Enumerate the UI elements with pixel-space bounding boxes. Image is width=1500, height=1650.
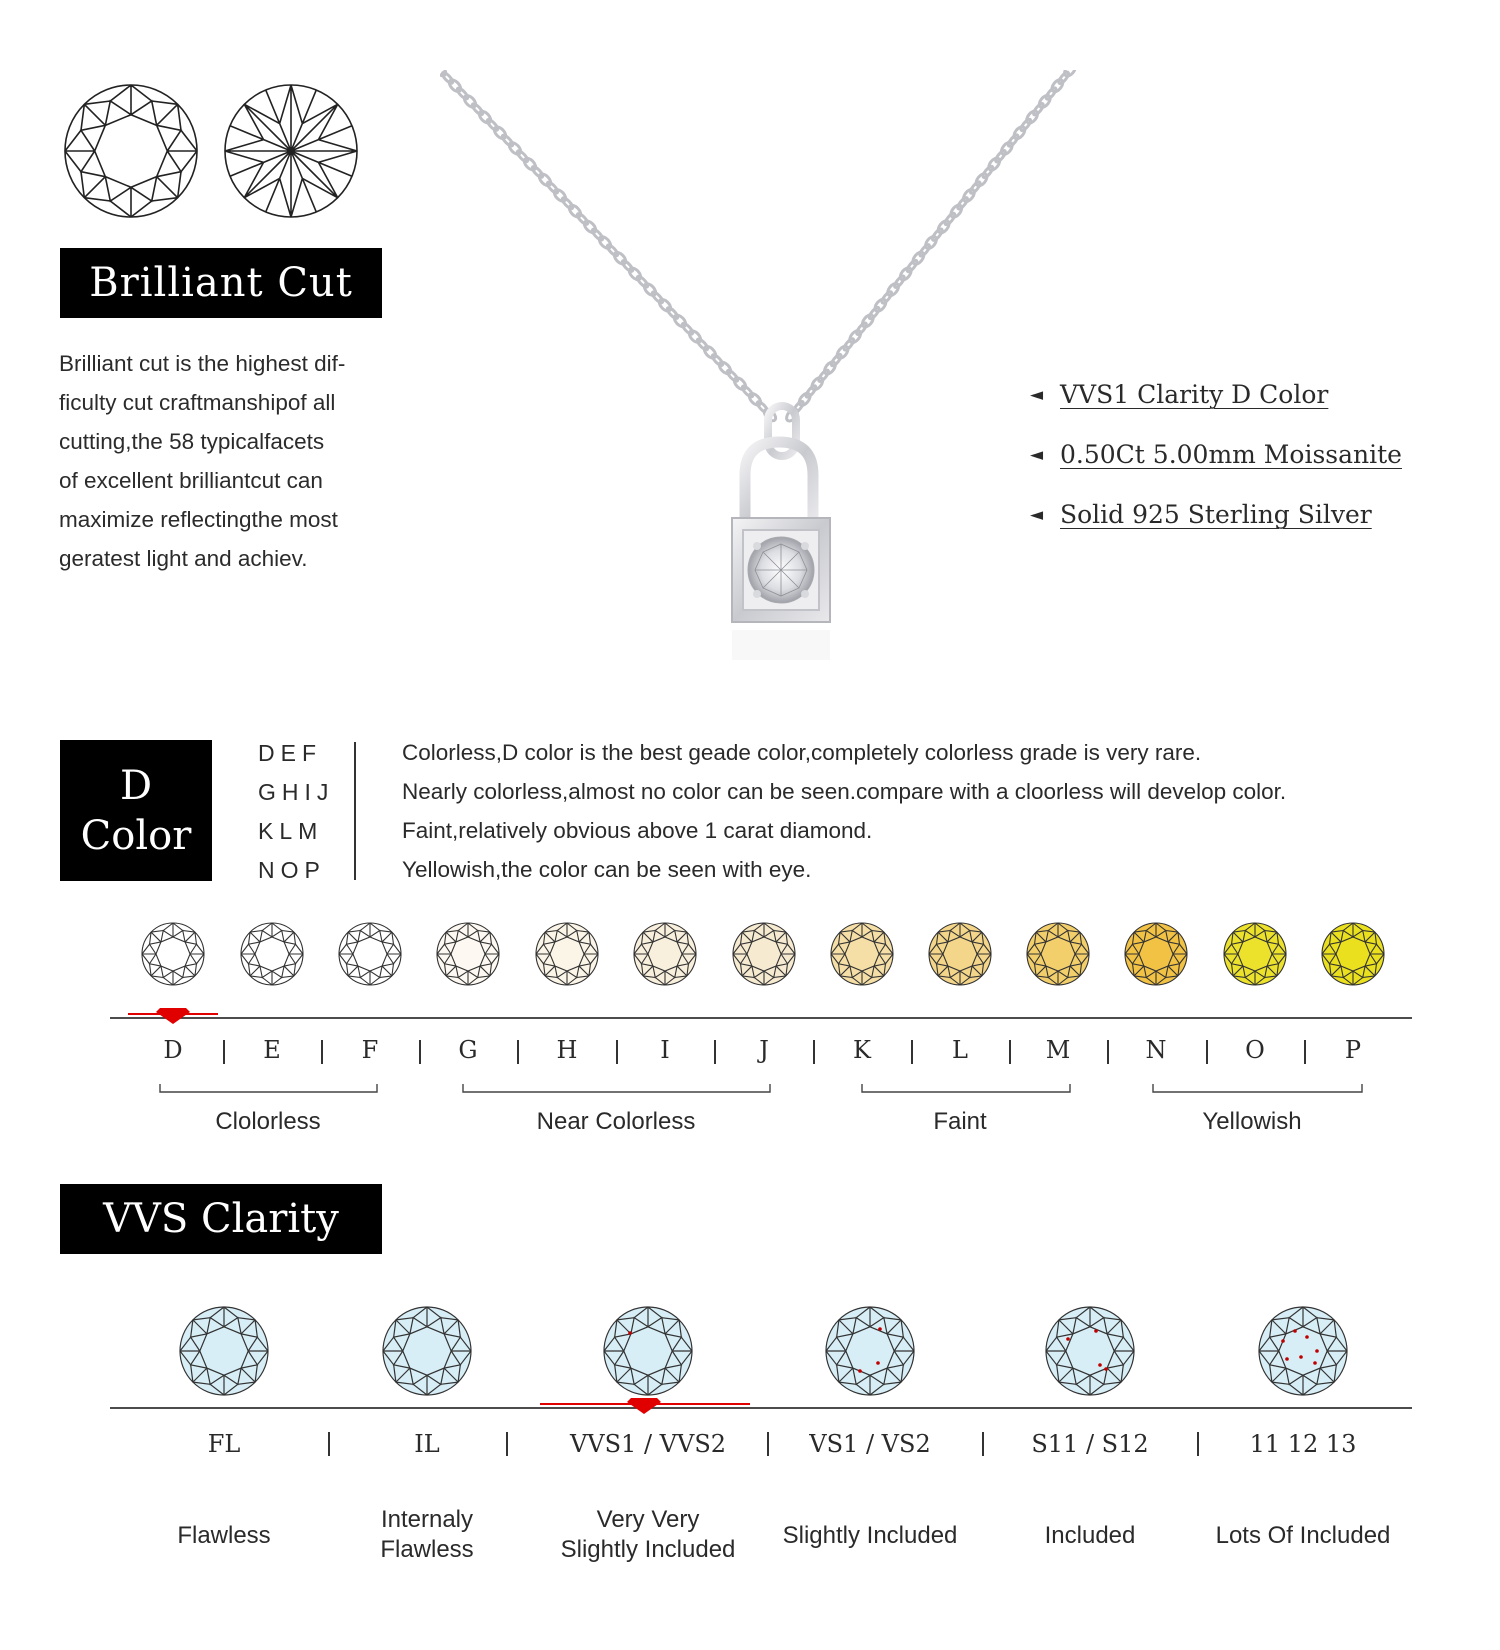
chain-link bbox=[696, 338, 709, 352]
color-grade-letter: L bbox=[952, 1036, 968, 1064]
color-grade-gem-icon bbox=[1224, 923, 1286, 985]
chain-link bbox=[898, 266, 913, 282]
color-grade-gem-icon bbox=[1125, 923, 1187, 985]
color-grade-letter: P bbox=[1344, 1036, 1362, 1064]
scale-separator bbox=[813, 1040, 815, 1064]
chain-link bbox=[732, 376, 747, 392]
vvs-clarity-title: VVS Clarity bbox=[60, 1184, 382, 1254]
grade-description: Nearly colorless,almost no color can be seen.compare with a cloorless will develop color. bbox=[402, 779, 1287, 804]
gem-top-view-icon bbox=[62, 82, 200, 220]
scale-separator bbox=[1304, 1040, 1306, 1064]
group-bracket bbox=[160, 1084, 377, 1092]
clarity-code: 11 12 13 bbox=[1249, 1430, 1357, 1458]
chain-link bbox=[666, 306, 679, 320]
description-line: geratest light and achiev. bbox=[59, 546, 308, 571]
chain-link bbox=[567, 203, 582, 219]
chain-link bbox=[447, 78, 462, 94]
scale-separator bbox=[1107, 1040, 1109, 1064]
feature-text: VVS1 Clarity D Color bbox=[1060, 380, 1329, 409]
clarity-gem-icon bbox=[604, 1307, 692, 1395]
grade-row: DEF bbox=[258, 740, 322, 766]
scale-separator bbox=[506, 1432, 508, 1456]
divider bbox=[354, 742, 356, 880]
feature-text: Solid 925 Sterling Silver bbox=[1060, 500, 1372, 529]
color-grade-gem-icon bbox=[339, 923, 401, 985]
necklace-product-image bbox=[440, 70, 1130, 680]
chain-link bbox=[561, 197, 574, 211]
chain-link bbox=[987, 156, 1002, 172]
chain-link bbox=[911, 250, 926, 266]
chain-link bbox=[582, 219, 597, 235]
chain-link bbox=[621, 259, 634, 273]
clarity-gem-icon bbox=[180, 1307, 268, 1395]
chain-link bbox=[687, 329, 702, 345]
chain-link bbox=[486, 118, 499, 132]
scale-separator bbox=[1206, 1040, 1208, 1064]
chain-link bbox=[1012, 125, 1027, 141]
chain-link bbox=[597, 235, 612, 251]
grade-description: Colorless,D color is the best geade color,completely colorless grade is very rare. bbox=[402, 740, 1202, 765]
color-grade-letter: M bbox=[1045, 1036, 1071, 1064]
color-group-label: Near Colorless bbox=[536, 1108, 696, 1135]
clarity-gem-icon bbox=[1259, 1307, 1347, 1395]
chain-link bbox=[552, 188, 567, 204]
feature-item bbox=[1030, 440, 1402, 469]
chain-link bbox=[507, 141, 522, 157]
chain-link bbox=[591, 228, 604, 242]
chain-link bbox=[747, 391, 762, 407]
chain-link bbox=[949, 203, 964, 219]
chain-link bbox=[477, 109, 492, 125]
feature-item bbox=[1030, 380, 1328, 409]
chain-link bbox=[642, 282, 657, 298]
description-line: cutting,the 58 typicalfacets bbox=[59, 429, 325, 454]
chain-link bbox=[672, 313, 687, 329]
chain-link bbox=[576, 212, 589, 226]
clarity-code: S11 / S12 bbox=[1031, 1430, 1149, 1458]
clarity-name-line: Very Very bbox=[596, 1506, 700, 1533]
chain-link bbox=[501, 134, 514, 148]
color-grade-letter: I bbox=[660, 1036, 670, 1064]
feature-item bbox=[1030, 500, 1372, 529]
chain-link bbox=[974, 172, 989, 188]
scale-separator bbox=[328, 1432, 330, 1456]
chain-link bbox=[546, 181, 559, 195]
color-grade-letter: J bbox=[759, 1036, 769, 1064]
chain-link bbox=[1025, 109, 1040, 125]
scale-separator bbox=[223, 1040, 225, 1064]
scale-separator bbox=[1197, 1432, 1199, 1456]
clarity-name bbox=[177, 1521, 270, 1551]
chain-link bbox=[961, 187, 976, 203]
clarity-gem-icon bbox=[1046, 1307, 1134, 1395]
chain-link bbox=[456, 87, 469, 101]
group-bracket bbox=[1153, 1084, 1362, 1092]
chain-link bbox=[531, 165, 544, 179]
chain-link bbox=[835, 344, 850, 360]
d-color-word: Color bbox=[80, 812, 192, 859]
chain-link bbox=[1050, 78, 1065, 94]
clarity-name bbox=[380, 1505, 473, 1565]
chain-link bbox=[471, 102, 484, 116]
chain-link bbox=[726, 369, 739, 383]
clarity-code: VS1 / VS2 bbox=[809, 1430, 931, 1458]
arrow-left-icon: ◄ bbox=[1030, 385, 1044, 405]
chain-link bbox=[860, 313, 875, 329]
chain-link bbox=[492, 125, 507, 141]
chain-link bbox=[873, 297, 888, 313]
group-bracket bbox=[862, 1084, 1070, 1092]
chain-link bbox=[886, 282, 901, 298]
clarity-scale-graphic bbox=[0, 1270, 1500, 1430]
color-grade-gem-icon bbox=[1027, 923, 1089, 985]
color-group-label: Clolorless bbox=[215, 1108, 321, 1135]
grade-description: Yellowish,the color can be seen with eye. bbox=[402, 857, 812, 882]
color-scale-graphic bbox=[0, 900, 1500, 1100]
chain-link bbox=[741, 385, 754, 399]
brilliant-cut-title: Brilliant Cut bbox=[60, 248, 382, 318]
color-grade-letter: K bbox=[853, 1036, 871, 1064]
color-grade-letter: D bbox=[163, 1036, 183, 1064]
arrow-left-icon: ◄ bbox=[1030, 445, 1044, 465]
scale-separator bbox=[1009, 1040, 1011, 1064]
color-group-label: Yellowish bbox=[1202, 1108, 1302, 1135]
color-grade-letter: G bbox=[458, 1036, 478, 1064]
chain-link bbox=[1037, 93, 1052, 109]
brilliant-cut-description bbox=[59, 344, 394, 578]
clarity-name bbox=[1045, 1521, 1136, 1551]
chain-link bbox=[810, 376, 825, 392]
scale-separator bbox=[419, 1040, 421, 1064]
color-grade-letter: O bbox=[1245, 1036, 1265, 1064]
chain-link bbox=[462, 94, 477, 110]
chain-link bbox=[612, 250, 627, 266]
description-line: maximize reflectingthe most bbox=[59, 507, 338, 532]
grade-description: Faint,relatively obvious above 1 carat diamond. bbox=[402, 818, 873, 843]
clarity-code: FL bbox=[207, 1430, 241, 1458]
chain-link bbox=[999, 140, 1014, 156]
clarity-gem-icon bbox=[383, 1307, 471, 1395]
clarity-name bbox=[783, 1521, 958, 1551]
color-grade-gem-icon bbox=[1322, 923, 1384, 985]
d-color-badge bbox=[60, 740, 212, 881]
chain-link bbox=[651, 291, 664, 305]
color-grade-letter: H bbox=[556, 1036, 578, 1064]
clarity-name-line: Slightly Included bbox=[560, 1536, 736, 1563]
clarity-name bbox=[1216, 1521, 1391, 1551]
clarity-name-line: Lots Of Included bbox=[1215, 1522, 1391, 1549]
color-group-label: Faint bbox=[933, 1108, 987, 1135]
chain-link bbox=[627, 266, 642, 282]
color-grade-letter: F bbox=[361, 1036, 379, 1064]
chain-link bbox=[711, 353, 724, 367]
color-grade-gem-icon bbox=[437, 923, 499, 985]
group-bracket bbox=[463, 1084, 770, 1092]
clarity-code: VVS1 / VVS2 bbox=[569, 1430, 727, 1458]
chain-link bbox=[516, 149, 529, 163]
clarity-name-line: Internaly bbox=[380, 1506, 474, 1533]
selected-clarity-marker-icon bbox=[627, 1398, 661, 1414]
scale-separator bbox=[321, 1040, 323, 1064]
color-grade-letter: N bbox=[1145, 1036, 1167, 1064]
scale-separator bbox=[911, 1040, 913, 1064]
chain-link bbox=[797, 391, 812, 407]
d-color-letter: D bbox=[119, 762, 153, 809]
grade-row: NOP bbox=[258, 857, 326, 883]
chain-link bbox=[936, 219, 951, 235]
scale-separator bbox=[982, 1432, 984, 1456]
scale-separator bbox=[616, 1040, 618, 1064]
grade-row: KLM bbox=[258, 818, 324, 844]
chain-link bbox=[522, 156, 537, 172]
clarity-code: IL bbox=[414, 1430, 440, 1458]
gem-bottom-view-icon bbox=[222, 82, 360, 220]
clarity-name-line: Slightly Included bbox=[782, 1522, 958, 1549]
color-grade-letter: E bbox=[263, 1036, 281, 1064]
chain-link bbox=[923, 235, 938, 251]
arrow-left-icon: ◄ bbox=[1030, 505, 1044, 525]
clarity-name-line: Flawless bbox=[177, 1522, 271, 1549]
color-grade-gem-icon bbox=[142, 923, 204, 985]
scale-separator bbox=[517, 1040, 519, 1064]
clarity-gem-icon bbox=[826, 1307, 914, 1395]
clarity-name bbox=[561, 1505, 736, 1565]
chain-link bbox=[717, 360, 732, 376]
description-line: ficulty cut craftmanshipof all bbox=[59, 390, 336, 415]
selected-color-marker-icon bbox=[156, 1008, 190, 1024]
feature-text: 0.50Ct 5.00mm Moissanite bbox=[1060, 440, 1402, 469]
color-grade-gem-icon bbox=[634, 923, 696, 985]
chain-link bbox=[441, 71, 454, 85]
clarity-name-line: Included bbox=[1044, 1522, 1136, 1549]
chain-link bbox=[537, 172, 552, 188]
chain-link bbox=[681, 322, 694, 336]
chain-link bbox=[848, 329, 863, 345]
scale-separator bbox=[767, 1432, 769, 1456]
color-grade-gem-icon bbox=[536, 923, 598, 985]
color-grade-gem-icon bbox=[241, 923, 303, 985]
chain-link bbox=[822, 360, 837, 376]
clarity-name-line: Flawless bbox=[380, 1536, 474, 1563]
chain-link bbox=[606, 244, 619, 258]
description-line: Brilliant cut is the highest dif- bbox=[59, 351, 346, 376]
chain-link bbox=[657, 297, 672, 313]
color-grade-gem-icon bbox=[733, 923, 795, 985]
chain-link bbox=[636, 275, 649, 289]
scale-separator bbox=[714, 1040, 716, 1064]
description-line: of excellent brilliantcut can bbox=[59, 468, 323, 493]
color-grade-gem-icon bbox=[831, 923, 893, 985]
grade-row: GHIJ bbox=[258, 779, 335, 805]
color-grade-gem-icon bbox=[929, 923, 991, 985]
chain-link bbox=[702, 344, 717, 360]
